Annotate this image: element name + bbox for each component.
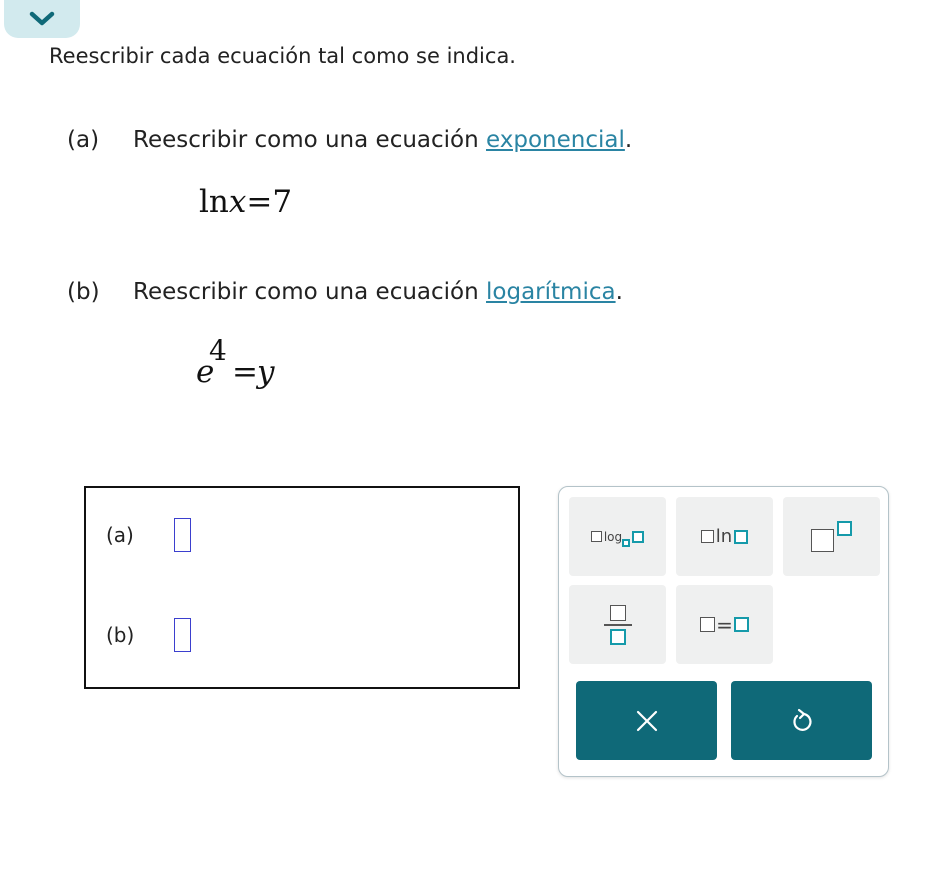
instructions-text: Reescribir cada ecuación tal como se indica. (49, 44, 516, 68)
answer-a-input[interactable] (174, 518, 191, 552)
part-b-prefix: Reescribir como una ecuación (133, 279, 487, 305)
equation-a-value: 7 (272, 184, 293, 220)
answer-area (84, 486, 520, 689)
answer-a-label: (a) (106, 523, 134, 547)
part-a-suffix: . (624, 127, 633, 153)
exponencial-link[interactable]: exponencial (486, 127, 625, 153)
equation-b-variable: y (257, 354, 275, 390)
ln-template-button[interactable] (676, 497, 773, 576)
equation-b-exponent: 4 (209, 334, 227, 367)
undo-button[interactable] (731, 681, 872, 760)
equation-b-equals: = (232, 354, 258, 390)
equation-b-base: e (196, 354, 215, 390)
equals-text: = (716, 612, 733, 637)
part-a-prefix: Reescribir como una ecuación (133, 127, 487, 153)
collapse-toggle-button[interactable] (4, 0, 80, 38)
fraction-template-icon (604, 605, 632, 645)
chevron-down-icon (28, 10, 56, 28)
undo-icon (790, 708, 814, 734)
ln-function: ln (199, 184, 229, 220)
part-b-suffix: . (615, 279, 623, 305)
math-keypad (558, 486, 889, 777)
equation-b (196, 334, 316, 390)
answer-b-label: (b) (106, 623, 135, 647)
equation-a (199, 184, 292, 220)
clear-button[interactable] (576, 681, 717, 760)
answer-row-a (106, 518, 191, 552)
part-b-label: (b) (67, 279, 100, 305)
answer-row-b (106, 618, 191, 652)
exponent-template-icon (811, 521, 852, 552)
log-text: log (603, 529, 623, 544)
log-template-icon (591, 530, 644, 544)
ln-text: ln (715, 526, 733, 547)
close-icon (636, 710, 658, 732)
exponent-template-button[interactable] (783, 497, 880, 576)
part-b-prompt (67, 279, 623, 305)
part-a-prompt (67, 127, 632, 153)
ln-template-icon (701, 526, 748, 547)
equation-template-button[interactable] (676, 585, 773, 664)
part-a-label: (a) (67, 127, 100, 153)
equation-template-icon (700, 613, 749, 637)
log-template-button[interactable] (569, 497, 666, 576)
answer-b-input[interactable] (174, 618, 191, 652)
fraction-template-button[interactable] (569, 585, 666, 664)
logaritmica-link[interactable]: logarítmica (486, 279, 616, 305)
equation-a-variable: x (228, 184, 247, 220)
equation-a-equals: = (246, 184, 273, 220)
